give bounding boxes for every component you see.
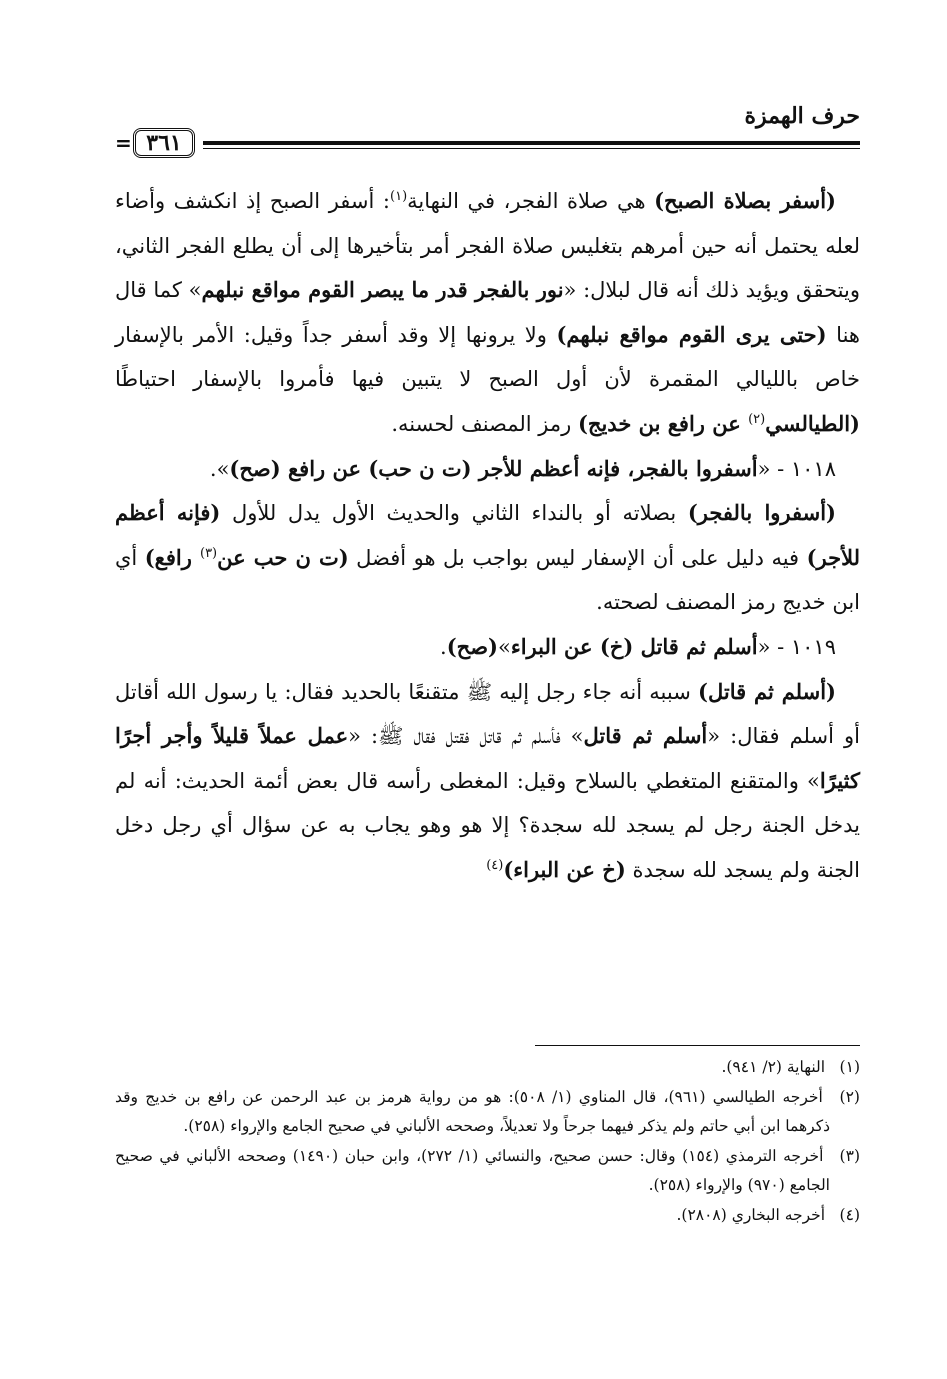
footnote-ref: (١) (390, 189, 408, 204)
text-run: فيه دليل على أن الإسفار ليس بواجب بل هو أفضل (348, 545, 807, 570)
main-text (115, 179, 860, 893)
text-run: سببه أنه جاء رجل إليه ﷺ متقنعًا بالحديد فقال: يا رسول الله أقاتل أو أسلم فقال: « (115, 679, 860, 749)
bold-text-run: عن رافع بن خديج) (577, 410, 749, 436)
bold-text-run: (أسفر بصلاة الصبح) (654, 188, 836, 213)
footnote-number: (٢) (839, 1087, 860, 1106)
running-header-title: حرف الهمزة (744, 103, 860, 129)
bold-text-run: رافع) (144, 544, 200, 570)
footnote-ref: (٤) (486, 857, 504, 873)
footnotes (115, 1053, 860, 1230)
bold-text-run: (أسفروا بالفجر) (687, 500, 836, 526)
paragraph-commentary-asfiru (115, 491, 860, 625)
paragraph-commentary-aslim (115, 670, 860, 893)
footnote-number: (٣) (839, 1146, 860, 1165)
footnote-text: النهاية (٢/ ٩٤١). (721, 1058, 826, 1076)
text-run: بصلاته أو بالنداء الثاني والحديث الأول يدل للأول (220, 501, 688, 526)
text-run: : أسفر الصبح إذ انكشف وأضاء لعله يحتمل أنه حين أمرهم بتغليس صلاة الفجر أمر بتأخيرها إلى أن يطلع الفجر الثاني، ويتحقق ويؤيد ذلك أنه قال لبلال: « (115, 189, 860, 303)
hadith-1019 (115, 625, 860, 670)
text-run: ولا يرونها إلا وقد أسفر جداً وقيل: الأمر بالإسفار خاص بالليالي المقمرة لأن أول الصبح لا يتبين فيها فأمروا بالإسفار احتياطًا (115, 322, 860, 392)
footnote-number: (٤) (839, 1205, 860, 1224)
text-run: هي صلاة الفجر، في النهاية (407, 189, 655, 213)
bold-text-run: أسفروا بالفجر، فإنه أعظم للأجر (ت ن حب) عن رافع (صح) (229, 455, 758, 481)
footnote-ref: (٣) (199, 545, 218, 561)
text-run: ١٠١٩ - « (757, 634, 836, 659)
page-number: ٣٦١ (133, 128, 195, 158)
text-run: . (440, 634, 447, 659)
footnote-separator (535, 1045, 860, 1046)
bold-text-run: نور بالفجر قدر ما يبصر القوم مواقع نبلهم (201, 277, 564, 303)
header-rule-thick (203, 141, 860, 145)
hadith-1018 (115, 447, 860, 492)
text-run: ١٠١٨ - « (757, 456, 836, 481)
footnote-text: أخرجه البخاري (٢٨٠٨). (676, 1205, 826, 1224)
footnote (115, 1083, 860, 1142)
bold-text-run: (فإنه أعظم للأجر) (115, 500, 860, 570)
header-rule-thin (203, 148, 860, 149)
text-run: » فأسلم ثم قاتل فقتل فقال ﷺ: « (348, 724, 584, 749)
bold-text-run: عمل عملاً قليلاً وأجر أجرًا كثيرًا (115, 723, 860, 793)
bold-text-run: (الطيالسي (765, 410, 860, 436)
footnote (115, 1053, 860, 1083)
footnote (115, 1201, 860, 1231)
bold-text-run: (صح) (446, 633, 498, 659)
bold-text-run: أسلم ثم قاتل (خ) عن البراء (510, 633, 758, 659)
page-number-ornament: = (115, 131, 132, 155)
bold-text-run: (أسلم ثم قاتل) (698, 678, 836, 704)
text-run: ». (209, 456, 230, 481)
paragraph-commentary-1018 (115, 179, 860, 447)
footnote (115, 1142, 860, 1201)
text-run: » (497, 634, 511, 659)
footnote-ref: (٢) (748, 411, 766, 427)
footnote-text: أخرجه الترمذي (١٥٤) وقال: حسن صحيح، والنسائي (١/ ٢٧٢)، وابن حبان (١٤٩٠) وصححه الألباني في صحيح الجامع (٩٧٠) والإرواء (٢٥٨). (115, 1146, 830, 1194)
bold-text-run: (ت ن حب عن (217, 544, 349, 570)
footnote-text: أخرجه الطيالسي (٩٦١)، قال المناوي (١/ ٥٠٨): هو من رواية هرمز بن عبد الرحمن عن رافع بن خديج وقد ذكرهما ابن أبي حاتم ولم يذكر فيهما جرحاً ولا تعديلاً، وصححه الألباني في صحيح الجامع والإرواء (٢٥٨). (115, 1087, 830, 1135)
bold-text-run: (خ عن البراء) (503, 856, 626, 882)
text-run: » والمتقنع المتغطي بالسلاح وقيل: المغطى رأسه قال بعض أئمة الحديث: أنه لم يدخل الجنة رجل لم يسجد لله سجدة؟ إلا هو وهو يجاب به عن سؤال أي رجل دخل الجنة ولم يسجد لله سجدة (115, 768, 860, 882)
text-run: » كما قال هنا (115, 278, 860, 347)
footnote-number: (١) (839, 1058, 860, 1076)
text-run: أي ابن خديج رمز المصنف لصحته. (115, 545, 860, 615)
book-page (115, 95, 860, 1335)
bold-text-run: (حتى يرى القوم مواقع نبلهم) (556, 321, 827, 347)
bold-text-run: أسلم ثم قاتل (583, 723, 708, 749)
text-run: رمز المصنف لحسنه. (391, 411, 578, 436)
